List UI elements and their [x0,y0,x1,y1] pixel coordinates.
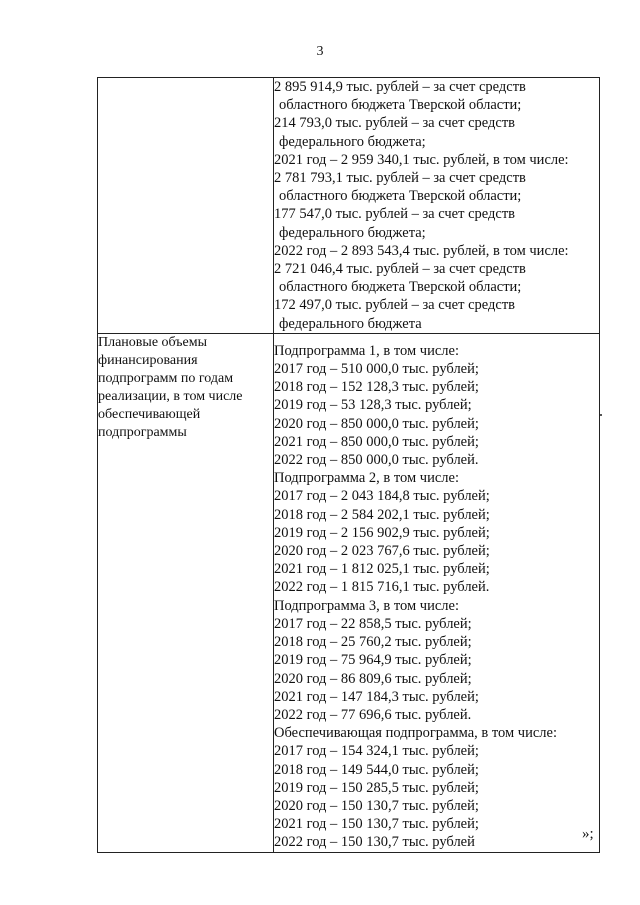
row-heading-line: подпрограммы [98,424,187,440]
financing-sources-cell [274,78,600,334]
subprogram-heading: Подпрограмма 1, в том числе: [274,342,459,359]
year-amount-line: 2017 год – 2 043 184,8 тыс. рублей; [274,488,490,505]
text-line: 2 721 046,4 тыс. рублей – за счет средств [274,261,526,278]
year-amount-line: 2019 год – 75 964,9 тыс. рублей; [274,652,472,669]
year-amount-line: 2018 год – 2 584 202,1 тыс. рублей; [274,506,490,523]
row-heading-cell [98,333,274,852]
text-line: 2 781 793,1 тыс. рублей – за счет средств [274,170,526,187]
row-heading-line: обеспечивающей [98,406,201,422]
year-amount-line: 2022 год – 850 000,0 тыс. рублей. [274,452,479,469]
year-amount-line: 2020 год – 850 000,0 тыс. рублей; [274,415,479,432]
text-line: федерального бюджета [279,315,422,332]
scan-speck [600,414,602,416]
subprogram-volumes-cell [274,333,600,852]
year-amount-line: 2021 год – 147 184,3 тыс. рублей; [274,688,479,705]
subprogram-heading: Обеспечивающая подпрограмма, в том числе: [274,725,557,742]
text-line: областного бюджета Тверской области; [279,97,522,114]
year-amount-line: 2018 год – 25 760,2 тыс. рублей; [274,634,472,651]
year-amount-line: 2022 год – 77 696,6 тыс. рублей. [274,706,472,723]
year-amount-line: 2021 год – 850 000,0 тыс. рублей; [274,433,479,450]
year-amount-line: 2022 год – 150 130,7 тыс. рублей [274,834,475,851]
year-amount-line: 2019 год – 53 128,3 тыс. рублей; [274,397,472,414]
row-heading-line: финансирования [98,352,198,368]
year-amount-line: 2019 год – 2 156 902,9 тыс. рублей; [274,524,490,541]
text-line: федерального бюджета; [279,224,426,241]
year-amount-line: 2021 год – 150 130,7 тыс. рублей; [274,816,479,833]
text-line: областного бюджета Тверской области; [279,188,522,205]
subprogram-heading: Подпрограмма 2, в том числе: [274,470,459,487]
year-amount-line: 2020 год – 2 023 767,6 тыс. рублей; [274,543,490,560]
subprogram-heading: Подпрограмма 3, в том числе: [274,597,459,614]
financing-table [97,77,600,853]
year-amount-line: 2017 год – 22 858,5 тыс. рублей; [274,615,472,632]
text-line: 2 895 914,9 тыс. рублей – за счет средств [274,79,526,95]
year-amount-line: 2020 год – 86 809,6 тыс. рублей; [274,670,472,687]
text-line: 2022 год – 2 893 543,4 тыс. рублей, в том числе: [274,242,569,259]
text-line: 214 793,0 тыс. рублей – за счет средств [274,115,516,132]
closing-quote-mark: »; [582,826,594,842]
row-heading-line: реализации, в том числе [98,388,243,404]
year-amount-line: 2019 год – 150 285,5 тыс. рублей; [274,779,479,796]
table-row [98,333,600,852]
year-amount-line: 2020 год – 150 130,7 тыс. рублей; [274,797,479,814]
row-heading-line: Плановые объемы [98,334,208,350]
year-amount-line: 2021 год – 1 812 025,1 тыс. рублей; [274,561,490,578]
year-amount-line: 2018 год – 149 544,0 тыс. рублей; [274,761,479,778]
table-cell-empty [98,78,274,334]
year-amount-line: 2017 год – 154 324,1 тыс. рублей; [274,743,479,760]
text-line: федерального бюджета; [279,133,426,150]
text-line: 177 547,0 тыс. рублей – за счет средств [274,206,516,223]
page-number: 3 [316,44,324,59]
text-line: 2021 год – 2 959 340,1 тыс. рублей, в том числе: [274,151,569,168]
text-line: 172 497,0 тыс. рублей – за счет средств [274,297,516,314]
year-amount-line: 2017 год – 510 000,0 тыс. рублей; [274,361,479,378]
year-amount-line: 2018 год – 152 128,3 тыс. рублей; [274,379,479,396]
text-line: областного бюджета Тверской области; [279,279,522,296]
row-heading-line: подпрограмм по годам [98,370,234,386]
table-row [98,78,600,334]
year-amount-line: 2022 год – 1 815 716,1 тыс. рублей. [274,579,490,596]
